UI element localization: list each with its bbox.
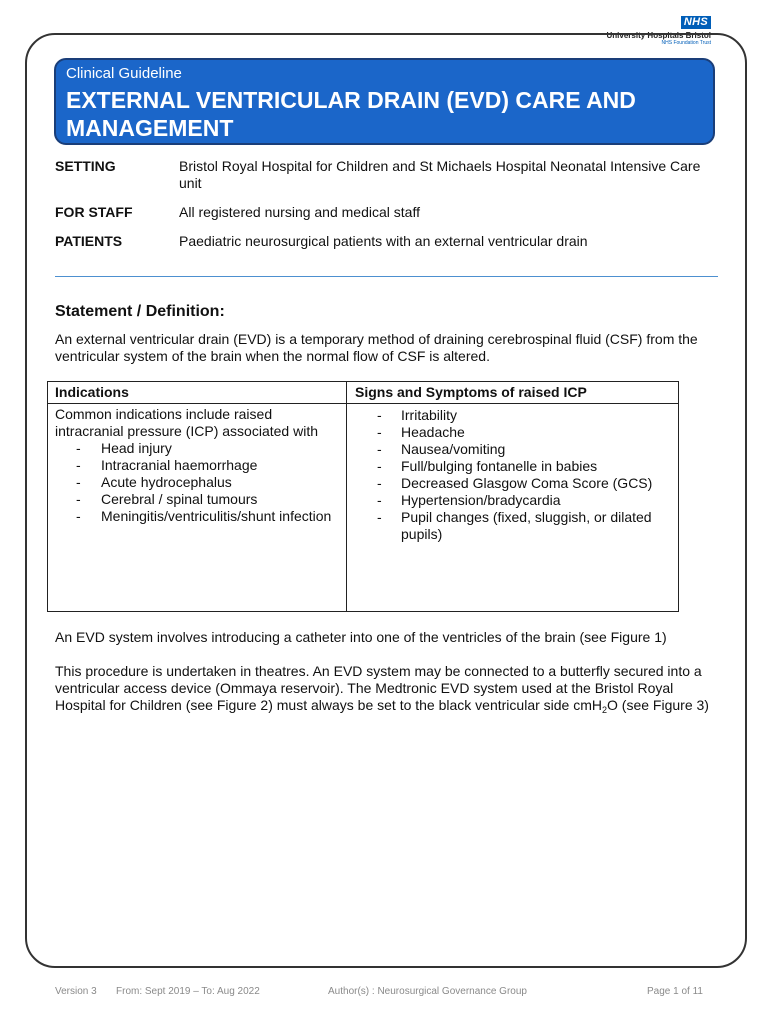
list-item: - Decreased Glasgow Coma Score (GCS) [377, 475, 653, 491]
staff-label: FOR STAFF [55, 204, 133, 220]
statement-paragraph: An external ventricular drain (EVD) is a temporary method of draining cerebrospinal fluid (CSF) from the ventricular system of the brain when the normal flow of CSF is altered. [55, 331, 698, 364]
list-item: - Meningitis/ventriculitis/shunt infection [76, 508, 332, 524]
list-item: - Headache [377, 424, 465, 440]
footer-version: Version 3 [55, 986, 97, 997]
indications-cell [55, 406, 335, 525]
procedure-paragraph: This procedure is undertaken in theatres. An EVD system may be connected to a butterfly secured into a ventricular access device (Ommaya reservoir). The Medtronic EVD system used at the Bristol Royal Hospital for Children (see Figure 2) must always be set to the black ventricular side cmH$_2$O (see Figure 3) [55, 663, 709, 715]
page-title: EXTERNAL VENTRICULAR DRAIN (EVD) CARE AND MANAGEMENT [66, 87, 636, 141]
signs-list [355, 407, 675, 543]
list-item: - Irritability [377, 407, 458, 423]
patients-label: PATIENTS [55, 233, 123, 249]
table-header-signs: Signs and Symptoms of raised ICP [355, 384, 587, 400]
setting-value: Bristol Royal Hospital for Children and St Michaels Hospital Neonatal Intensive Care unit [179, 158, 701, 191]
logo-org-name: University Hospitals Bristol [606, 31, 711, 40]
list-item: - Nausea/vomiting [377, 441, 506, 457]
footer-page-number: Page 1 of 11 [647, 986, 703, 997]
title-banner [54, 58, 715, 145]
footer-authors: Author(s) : Neurosurgical Governance Group [328, 986, 527, 997]
nhs-badge: NHS [681, 16, 711, 29]
statement-heading: Statement / Definition: [55, 303, 225, 320]
document-type: Clinical Guideline [66, 65, 182, 82]
indications-intro: Common indications include raised intracranial pressure (ICP) associated with [55, 406, 318, 439]
list-item: - Head injury [76, 440, 172, 456]
indications-table [47, 381, 679, 612]
list-item: - Intracranial haemorrhage [76, 457, 258, 473]
footer-dates: From: Sept 2019 – To: Aug 2022 [116, 986, 260, 997]
list-item: - Cerebral / spinal tumours [76, 491, 258, 507]
setting-label: SETTING [55, 158, 116, 174]
indications-list [55, 440, 335, 525]
logo-trust-name: NHS Foundation Trust [661, 40, 711, 46]
table-header-indications: Indications [55, 384, 129, 400]
signs-cell [355, 407, 675, 543]
list-item: - Acute hydrocephalus [76, 474, 232, 490]
list-item: - Pupil changes (fixed, sluggish, or dilated pupils) [377, 509, 652, 542]
staff-value: All registered nursing and medical staff [179, 204, 420, 220]
list-item: - Hypertension/bradycardia [377, 492, 561, 508]
evd-system-paragraph: An EVD system involves introducing a catheter into one of the ventricles of the brain (see Figure 1) [55, 629, 667, 645]
list-item: - Full/bulging fontanelle in babies [377, 458, 598, 474]
section-divider [55, 276, 718, 277]
patients-value: Paediatric neurosurgical patients with an external ventricular drain [179, 233, 588, 249]
